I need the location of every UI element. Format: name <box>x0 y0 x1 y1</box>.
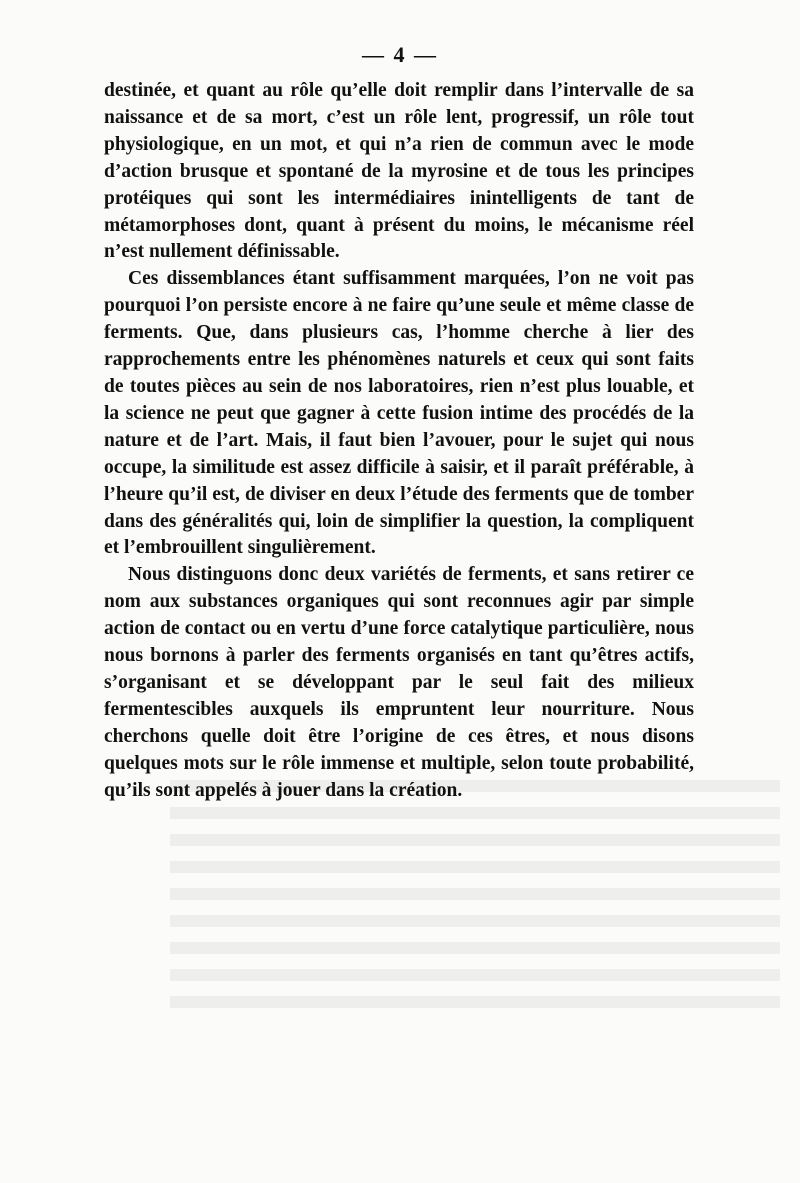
bleed-through-shadow <box>170 780 780 1020</box>
page-number: — 4 — <box>362 42 438 67</box>
paragraph-1: destinée, et quant au rôle qu’elle doit remplir dans l’intervalle de sa naissance et de sa mort, c’est un rôle lent, progressif, un rôle tout physiologique, en un mot, et qui n’a rien de commun avec le mode d’action brusque et spontané de la myrosine et de tous les principes protéiques qui sont les intermédiaires inintelligents de tant de métamorphoses dont, quant à présent du moins, le mécanisme réel n’est nullement définissable. <box>104 80 694 263</box>
paragraph-2: Ces dissemblances étant suffisamment marquées, l’on ne voit pas pourquoi l’on persiste encore à ne faire qu’une seule et même classe de ferments. Que, dans plusieurs cas, l’homme cherche à lier des rapprochements entre les phénomènes naturels et ceux qui sont faits de toutes pièces au sein de nos laboratoires, rien n’est plus louable, et la science ne peut que gagner à cette fusion intime des procédés de la nature et de l’art. Mais, il faut bien l’avouer, pour le sujet qui nous occupe, la similitude est assez difficile à saisir, et il paraît préférable, à l’heure qu’il est, de diviser en deux l’étude des ferments que de tomber dans des généralités qui, loin de simplifier la question, la compliquent et l’embrouillent singulièrement. <box>104 268 694 559</box>
body-text <box>104 78 694 804</box>
paragraph-3: Nous distinguons donc deux variétés de ferments, et sans retirer ce nom aux substances organiques qui sont reconnues agir par simple action de contact ou en vertu d’une force catalytique particulière, nous nous bornons à parler des ferments organisés en tant qu’êtres actifs, s’organisant et se développant par le seul fait des milieux fermentescibles auxquels ils empruntent leur nourriture. Nous cherchons quelle doit être l’origine de ces êtres, et nous disons quelques mots sur le rôle immense et multiple, selon toute probabilité, qu’ils sont appelés à jouer dans la création. <box>104 564 694 801</box>
